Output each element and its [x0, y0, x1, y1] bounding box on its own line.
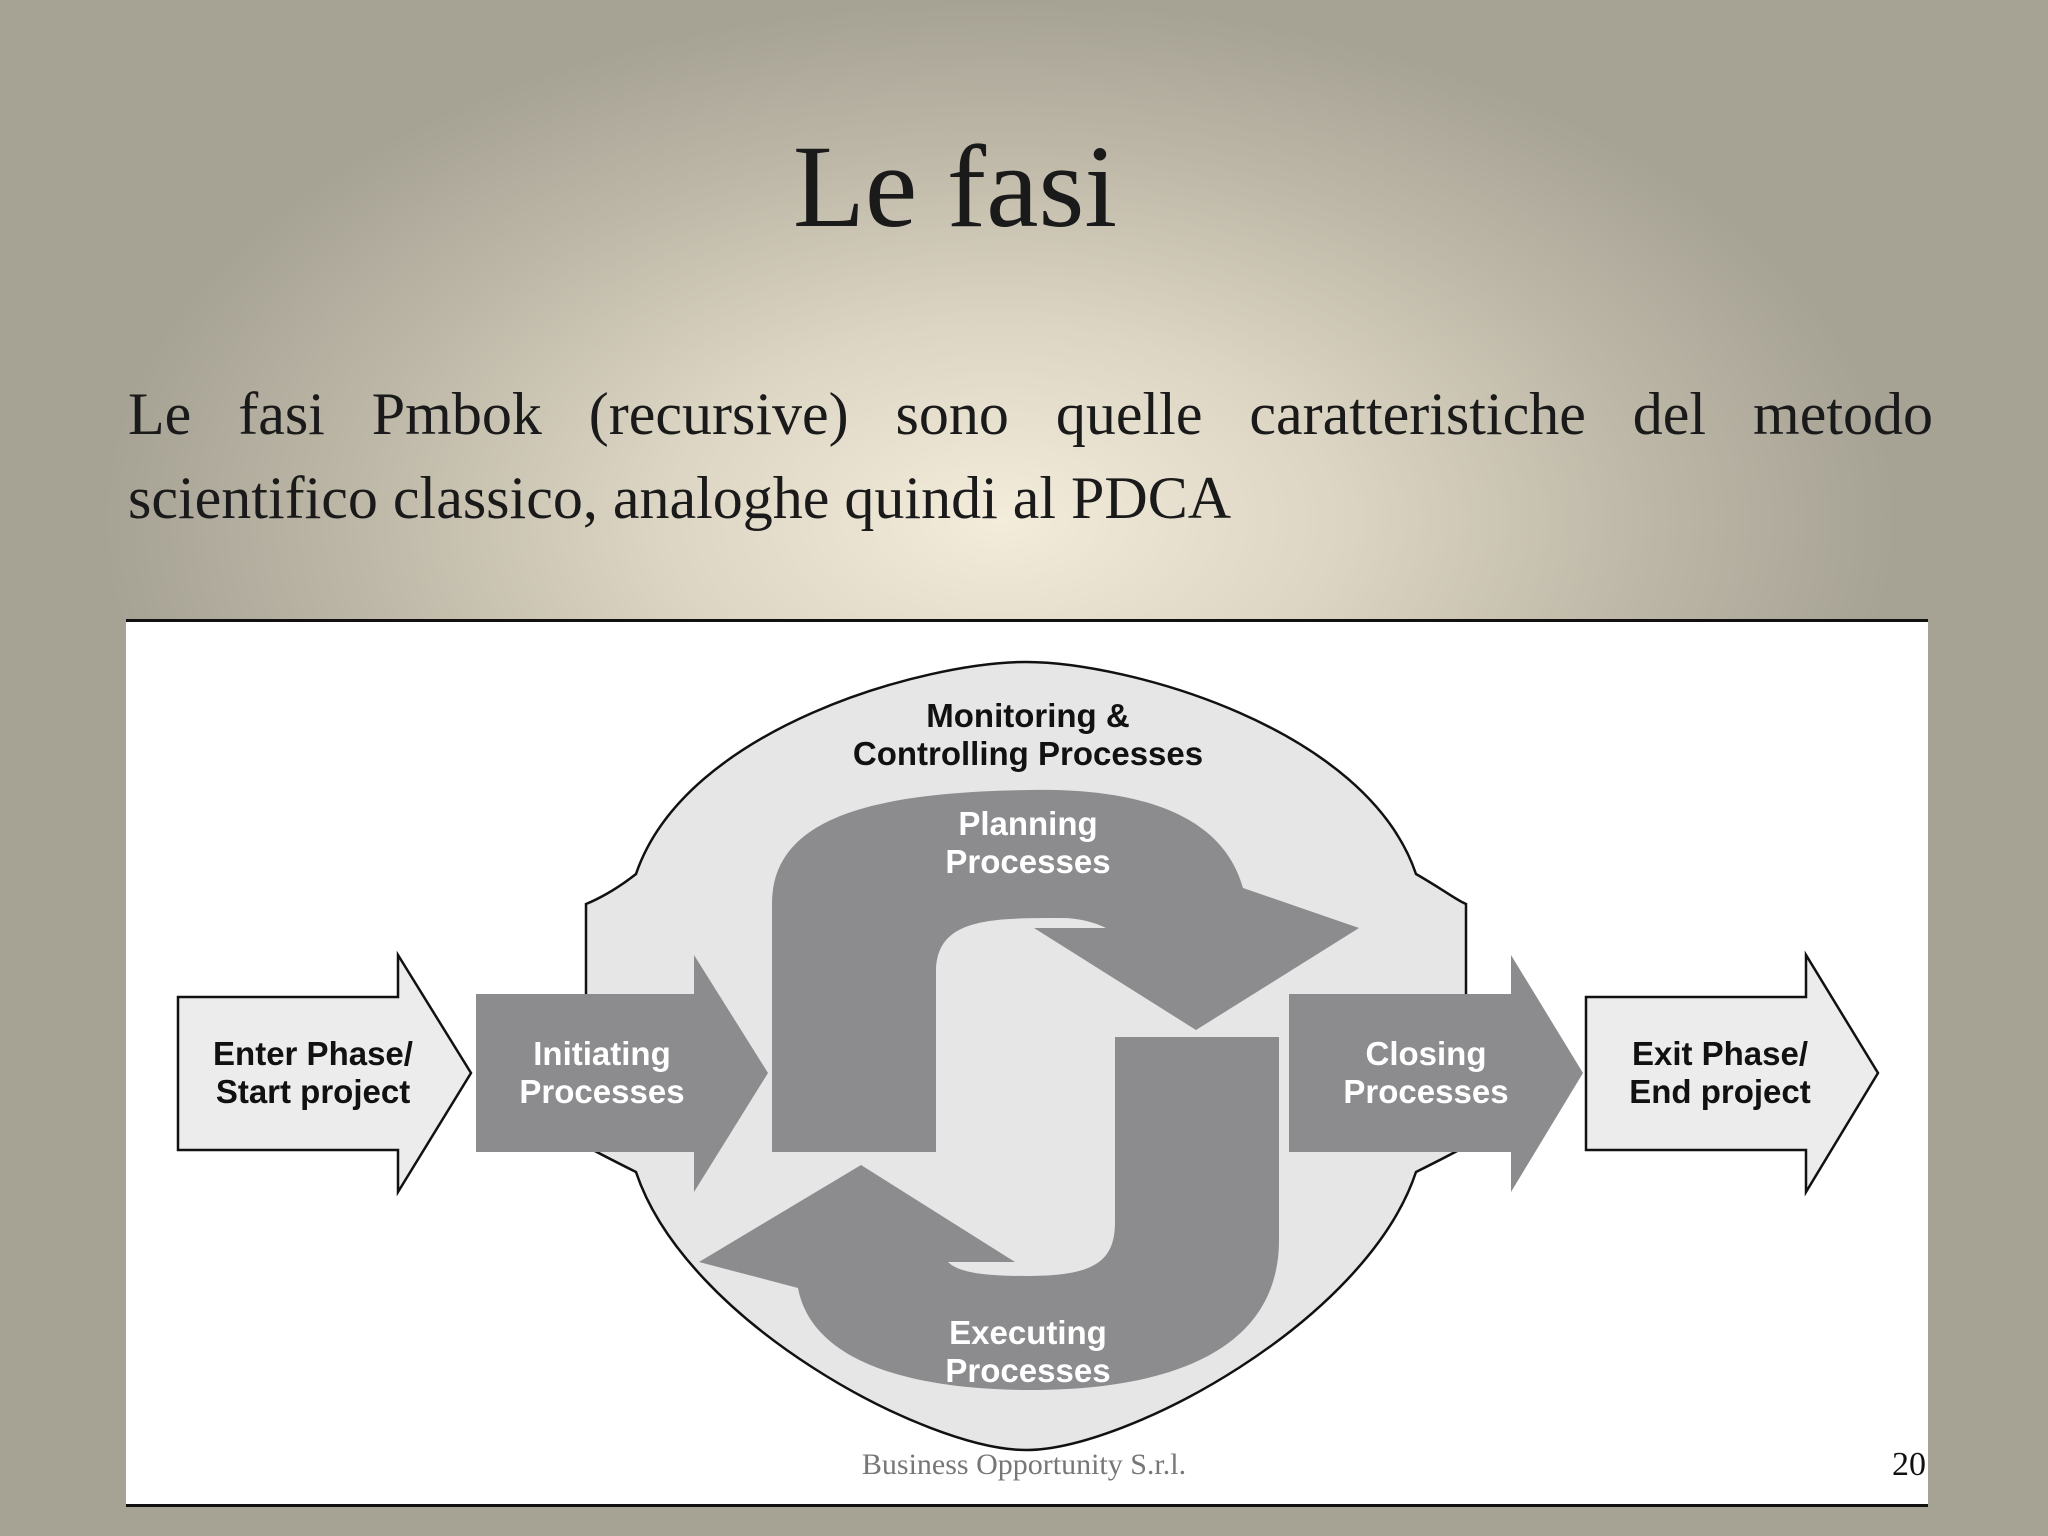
enter-phase-label-line1: Enter Phase/: [213, 1035, 413, 1072]
exit-phase-label-line1: Exit Phase/: [1631, 1035, 1809, 1072]
executing-label-line1: Executing: [949, 1314, 1107, 1351]
monitoring-label-line1: Monitoring &: [926, 697, 1130, 734]
enter-phase-label-line2: Start project: [215, 1073, 411, 1110]
initiating-label-line1: Initiating: [533, 1035, 671, 1072]
initiating-label-line2: Processes: [519, 1073, 685, 1110]
planning-label-line1: Planning: [958, 805, 1098, 842]
executing-label-line2: Processes: [945, 1352, 1111, 1389]
pmbok-process-diagram: [126, 619, 1928, 1507]
monitoring-label-line2: Controlling Processes: [852, 735, 1204, 772]
closing-label-line2: Processes: [1343, 1073, 1509, 1110]
slide-number: 20: [1892, 1446, 1926, 1483]
closing-label-line1: Closing: [1365, 1035, 1487, 1072]
slide-body-text: Le fasi Pmbok (recursive) sono quelle caratteristiche del metodo scientifico classico, analoghe quindi al PDCA: [128, 381, 1933, 531]
diagram-canvas: [126, 622, 1928, 1504]
exit-phase-label-line2: End project: [1629, 1073, 1811, 1110]
footer-company-name: Business Opportunity S.r.l.: [861, 1448, 1187, 1481]
slide-title: Le fasi: [792, 121, 1118, 252]
planning-label-line2: Processes: [945, 843, 1111, 880]
